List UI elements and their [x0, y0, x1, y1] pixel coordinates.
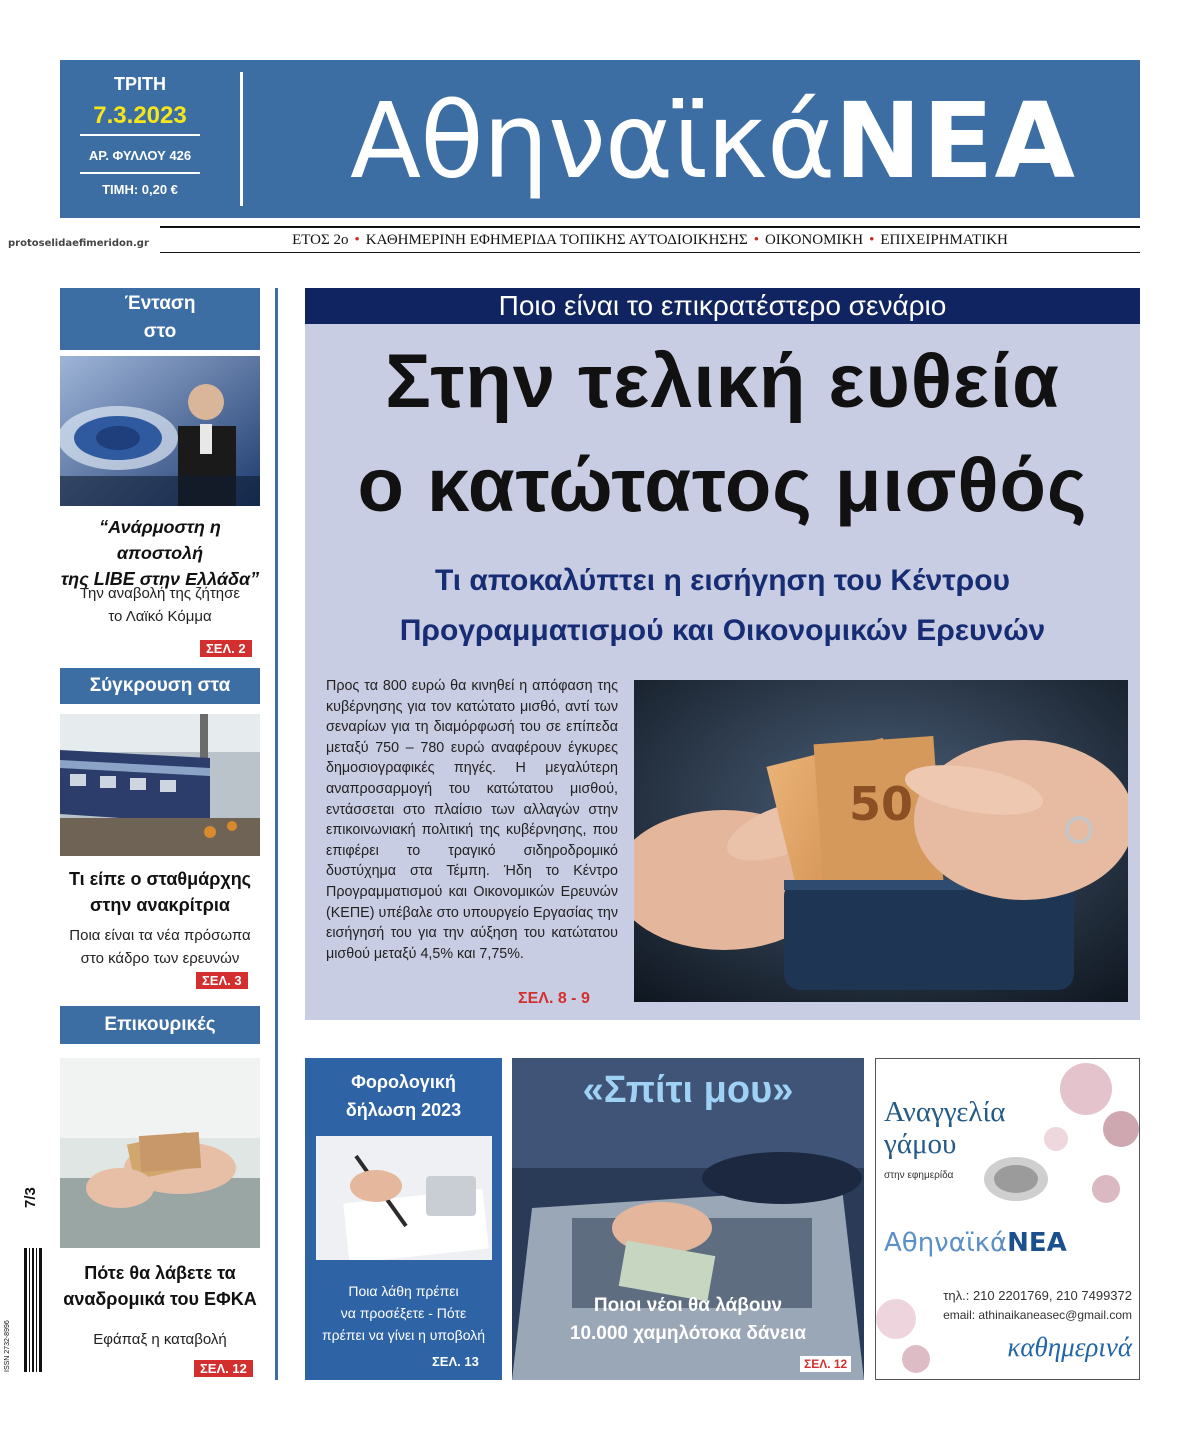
tax-box-text-line-2: να προσέξετε - Πότε — [340, 1305, 467, 1321]
left-story-1-header-line-2: στο — [143, 321, 177, 342]
left-story-2-sub-line-1: Ποια είναι τα νέα πρόσωπα — [69, 927, 251, 944]
main-headline-line-2: ο κατώτατος μισθός — [357, 443, 1088, 528]
left-story-1-title-line-2: της LIBE στην Ελλάδα” — [60, 569, 260, 589]
masthead-day: ΤΡΙΤΗ — [114, 74, 166, 94]
left-story-2-page-badge[interactable]: ΣΕΛ. 3 — [196, 972, 248, 989]
left-story-1-header[interactable] — [60, 288, 260, 350]
issn-label: ISSN 2732-8996 — [4, 1320, 11, 1372]
logo-light-text: Αθηναϊκά — [350, 80, 835, 202]
vertical-date: 7/3 — [22, 1187, 39, 1208]
left-story-2-title-line-2: στην ανακρίτρια — [90, 895, 230, 915]
left-story-2-title[interactable] — [60, 866, 260, 918]
tax-box-title-line-1: Φορολογική — [351, 1072, 456, 1092]
main-kicker: Ποιο είναι το επικρατέστερο σενάριο — [305, 288, 1140, 324]
tax-box-text — [311, 1280, 496, 1346]
newspaper-logo[interactable] — [350, 80, 1076, 200]
barcode-icon — [10, 1248, 44, 1372]
left-story-1-sub-line-1: Την αναβολή της ζήτησε — [79, 585, 241, 602]
tagline-text-3: ΕΠΙΧΕΙΡΗΜΑΤΙΚΗ — [880, 232, 1008, 248]
tax-box-title — [305, 1068, 502, 1124]
left-story-2-subtitle — [60, 924, 260, 970]
wedding-ad-phone: τηλ.: 210 2201769, 210 7499372 — [943, 1288, 1132, 1303]
masthead-price: ΤΙΜΗ: 0,20 € — [102, 182, 178, 197]
left-story-3-header[interactable]: Επικουρικές — [60, 1006, 260, 1044]
left-story-1-sub-line-2: το Λαϊκό Κόμμα — [108, 608, 212, 625]
left-story-1-title[interactable] — [60, 514, 260, 592]
home-loan-text-line-2: 10.000 χαμηλότοκα δάνεια — [569, 1323, 807, 1344]
wedding-ad-title — [884, 1096, 1005, 1160]
logo-bold-text: ΝΕΑ — [834, 80, 1076, 202]
tax-box-page-ref[interactable]: ΣΕΛ. 13 — [432, 1354, 479, 1369]
site-watermark: protoselidaefimeridon.gr — [8, 238, 149, 249]
home-loan-page-ref[interactable]: ΣΕΛ. 12 — [800, 1356, 851, 1372]
column-divider — [275, 288, 278, 1380]
wedding-ad-email: email: athinaikaneasec@gmail.com — [943, 1308, 1132, 1322]
calculator-photo — [316, 1136, 492, 1260]
main-headline-line-1: Στην τελική ευθεία — [385, 339, 1060, 424]
left-story-1-title-line-1: “Ανάρμοστη η αποστολή — [99, 517, 221, 563]
bullet-icon: • — [354, 232, 360, 248]
wedding-ad-note: στην εφημερίδα — [884, 1170, 954, 1181]
tagline-text-1: ΚΑΘΗΜΕΡΙΝΗ ΕΦΗΜΕΡΙΔΑ ΤΟΠΙΚΗΣ ΑΥΤΟΔΙΟΙΚΗΣΗΣ — [365, 232, 748, 248]
banknote-value: 50 — [849, 777, 914, 831]
tax-box-text-line-3: πρέπει να γίνει η υποβολή — [321, 1327, 486, 1343]
home-loan-box-title: «Σπίτι μου» — [582, 1069, 794, 1111]
tagline-rule-top — [160, 226, 1140, 228]
tagline-rule-bottom — [160, 252, 1140, 253]
train-crash-photo — [60, 714, 260, 856]
masthead-divider — [240, 72, 243, 206]
masthead-info-box — [60, 60, 220, 218]
main-page-ref[interactable]: ΣΕΛ. 8 - 9 — [518, 990, 590, 1007]
masthead — [60, 60, 1140, 218]
left-story-1-header-line-1: Ένταση — [124, 293, 196, 314]
left-story-3-subtitle: Εφάπαξ η καταβολή — [93, 1331, 227, 1348]
pension-cash-photo — [60, 1058, 260, 1248]
left-story-2-title-line-1: Τι είπε ο σταθμάρχης — [68, 869, 252, 889]
bullet-icon: • — [753, 232, 759, 248]
wedding-ad-logo-light: Αθηναϊκά — [884, 1228, 1008, 1258]
left-story-3-title-line-2: αναδρομικά του ΕΦΚΑ — [63, 1289, 257, 1309]
left-story-3-title-line-1: Πότε θα λάβετε τα — [84, 1263, 236, 1283]
tagline-year: ΕΤΟΣ 2ο — [292, 232, 349, 248]
left-story-2-sub-line-2: στο κάδρο των ερευνών — [80, 950, 240, 967]
wedding-ad-logo — [884, 1228, 1067, 1258]
home-loan-text-line-1: Ποιοι νέοι θα λάβουν — [593, 1295, 783, 1316]
tax-box-text-line-1: Ποια λάθη πρέπει — [348, 1283, 459, 1299]
masthead-rule — [80, 172, 200, 174]
left-story-3-page-badge[interactable]: ΣΕΛ. 12 — [194, 1360, 253, 1377]
wallet-euro-photo — [634, 680, 1128, 1002]
tagline — [160, 232, 1140, 249]
main-subheadline-line-2: Προγραμματισμού και Οικονομικών Ερευνών — [399, 614, 1046, 647]
wedding-ad-daily: καθημερινά — [1007, 1332, 1132, 1362]
main-subheadline — [305, 556, 1140, 656]
main-body-text: Προς τα 800 ευρώ θα κινηθεί η απόφαση της κυβέρνησης για τον κατώτατο μισθό, αντί των σεναρίων για τη διαμόρφωσή του σε επίπεδα μεταξύ 750 – 780 ευρώ αναφέρουν έγκυρες δημοσιογραφικές πηγές. Η μεγαλύτερη αναπροσαρμογή του κατώτατου μισθού, εντάσσεται στο πλαίσιο των αλλαγών στην επικοινωνιακή πολιτική της κυβέρνησης, που επιφέρει το τραγικό σιδηροδρομικό δυστύχημα στα Τέμπη. Ήδη το Κέντρο Προγραμματισμού και Οικονομικών Ερευνών (ΚΕΠΕ) υπέβαλε στο υπουργείο Εργασίας την εισήγησή του για την αύξηση του κατώτατου μισθού μεταξύ 4,5% και 7,75%. — [326, 678, 618, 962]
wedding-ad-logo-bold: ΝΕΑ — [1007, 1228, 1067, 1258]
tax-box-title-line-2: δήλωση 2023 — [345, 1100, 462, 1120]
tagline-text-2: ΟΙΚΟΝΟΜΙΚΗ — [764, 232, 864, 248]
left-story-2-header[interactable]: Σύγκρουση στα — [60, 668, 260, 704]
left-story-3-title[interactable] — [60, 1260, 260, 1312]
masthead-rule — [80, 134, 200, 136]
wedding-ad-title-line-2: γάμου — [884, 1128, 957, 1160]
bullet-icon: • — [869, 232, 875, 248]
left-story-1-subtitle — [60, 582, 260, 628]
left-story-1-page-badge[interactable]: ΣΕΛ. 2 — [200, 640, 252, 657]
home-loan-box-text — [512, 1292, 864, 1348]
parliament-photo — [60, 356, 260, 506]
wedding-ad-title-line-1: Αναγγελία — [884, 1096, 1006, 1128]
main-headline[interactable] — [305, 330, 1140, 538]
masthead-issue: ΑΡ. ΦΥΛΛΟΥ 426 — [88, 148, 192, 163]
main-subheadline-line-1: Τι αποκαλύπτει η εισήγηση του Κέντρου — [434, 564, 1011, 597]
masthead-date: 7.3.2023 — [93, 102, 187, 129]
